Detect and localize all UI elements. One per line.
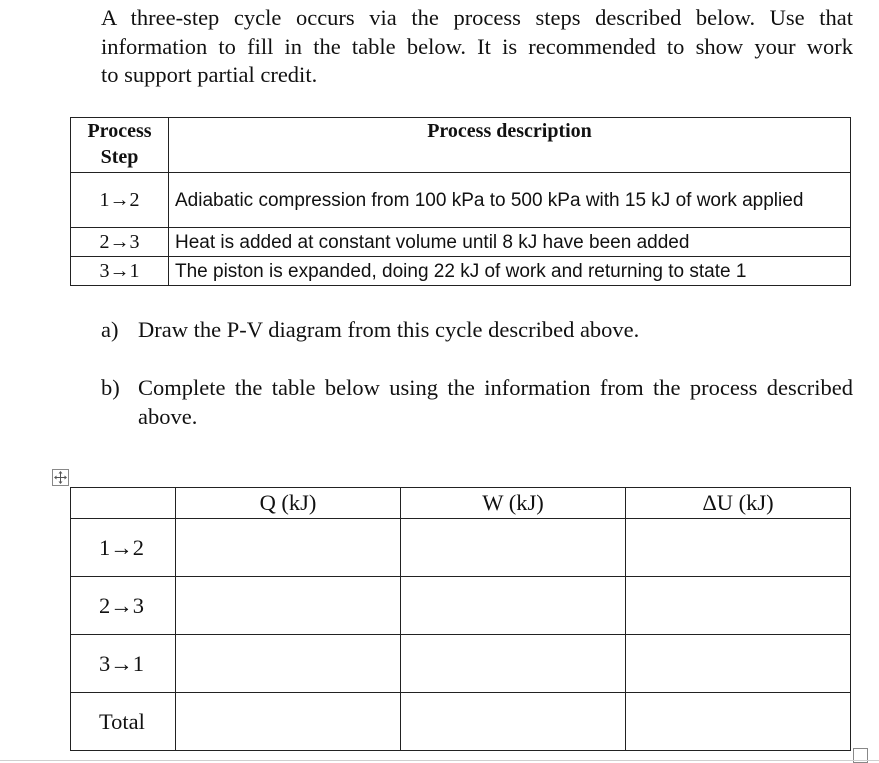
answer-table-header xyxy=(71,488,851,519)
table-row xyxy=(71,577,851,635)
process-description-cell: The piston is expanded, doing 22 kJ of work and returning to state 1 xyxy=(169,257,851,286)
intro-line-3: to support partial credit. xyxy=(101,62,318,87)
table-row xyxy=(71,635,851,693)
delta-u-header: ΔU (kJ) xyxy=(626,488,851,519)
process-description-cell: Heat is added at constant volume until 8 kJ have been added xyxy=(169,228,851,257)
intro-line-2: information to fill in the table below. It is recommended to show your work xyxy=(101,33,853,59)
row-label: 1→2 xyxy=(71,519,176,577)
delta-u-input-cell[interactable] xyxy=(626,577,851,635)
q-input-cell[interactable] xyxy=(176,577,401,635)
process-description-header: Process description xyxy=(169,118,851,173)
question-a-text: Draw the P-V diagram from this cycle described above. xyxy=(138,317,640,342)
w-header: W (kJ) xyxy=(401,488,626,519)
intro-paragraph xyxy=(101,4,853,90)
delta-u-input-cell[interactable] xyxy=(626,693,851,751)
answer-table xyxy=(70,487,851,751)
table-move-handle[interactable] xyxy=(52,469,69,486)
row-label: Total xyxy=(71,693,176,751)
process-table-header xyxy=(71,118,851,173)
question-b-text: Complete the table below using the information from the process described above. xyxy=(138,375,853,429)
process-step-cell: 3→1 xyxy=(71,257,169,286)
intro-line-1: A three-step cycle occurs via the process steps described below. Use that xyxy=(101,5,853,30)
process-table xyxy=(70,117,851,286)
q-header: Q (kJ) xyxy=(176,488,401,519)
question-b-label: b) xyxy=(101,375,120,400)
w-input-cell[interactable] xyxy=(401,635,626,693)
delta-u-input-cell[interactable] xyxy=(626,635,851,693)
w-input-cell[interactable] xyxy=(401,693,626,751)
process-step-cell: 1→2 xyxy=(71,173,169,228)
table-row xyxy=(71,173,851,228)
blank-header-cell xyxy=(71,488,176,519)
table-row xyxy=(71,693,851,751)
move-icon xyxy=(53,470,68,485)
q-input-cell[interactable] xyxy=(176,519,401,577)
question-a-label: a) xyxy=(101,317,119,342)
row-label: 2→3 xyxy=(71,577,176,635)
process-description-cell: Adiabatic compression from 100 kPa to 500 kPa with 15 kJ of work applied xyxy=(169,173,851,228)
table-row xyxy=(71,257,851,286)
delta-u-input-cell[interactable] xyxy=(626,519,851,577)
q-input-cell[interactable] xyxy=(176,635,401,693)
table-row xyxy=(71,228,851,257)
page-divider xyxy=(0,760,879,761)
q-input-cell[interactable] xyxy=(176,693,401,751)
w-input-cell[interactable] xyxy=(401,577,626,635)
row-label: 3→1 xyxy=(71,635,176,693)
process-step-cell: 2→3 xyxy=(71,228,169,257)
table-row xyxy=(71,519,851,577)
process-step-header: Process Step xyxy=(71,118,169,173)
w-input-cell[interactable] xyxy=(401,519,626,577)
